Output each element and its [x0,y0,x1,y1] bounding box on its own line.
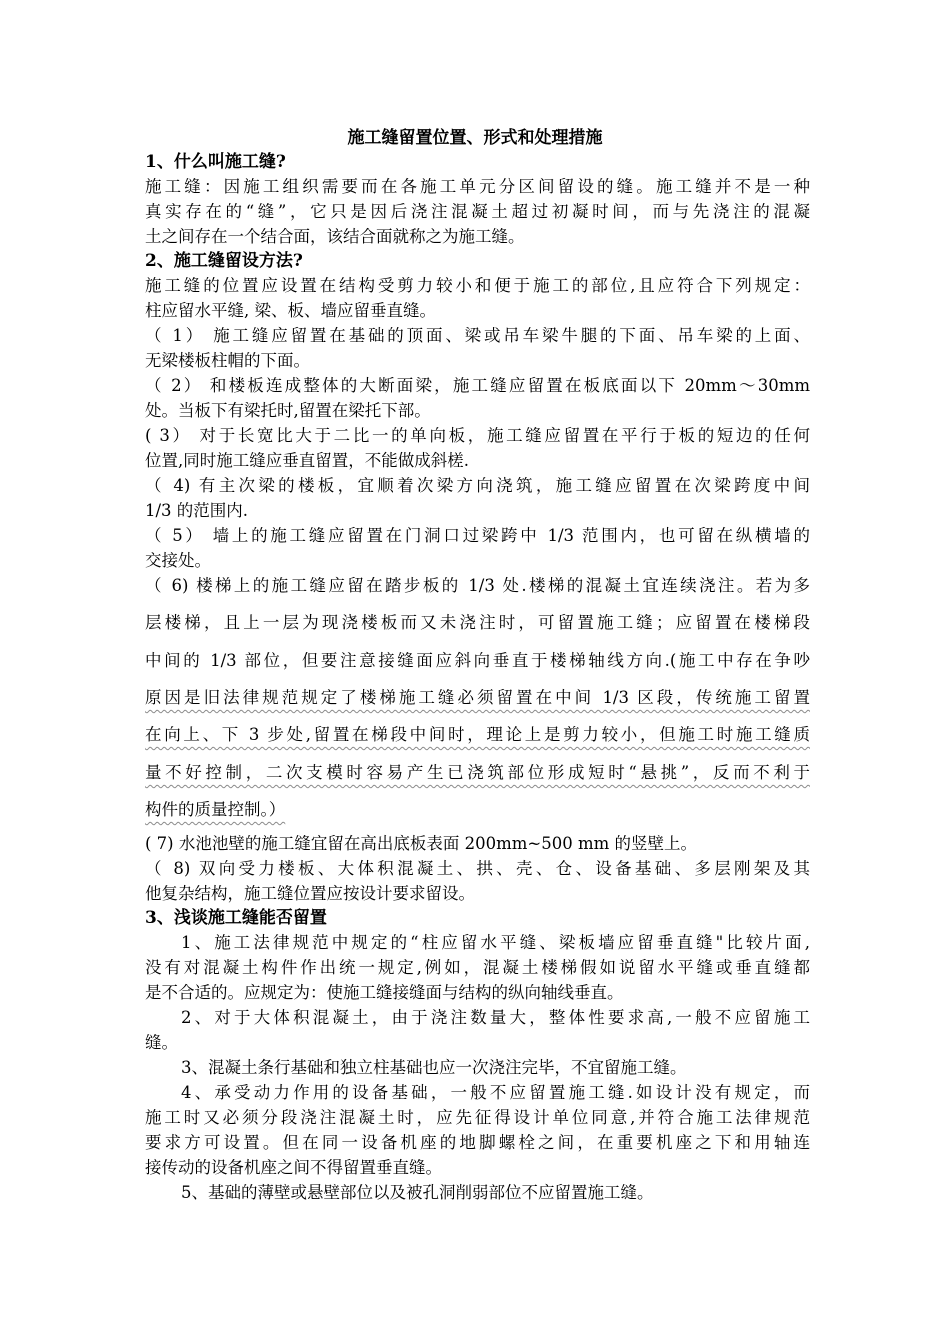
section-2-line: （ 2） 和楼板连成整体的大断面梁，施工缝应留置在板底面以下 20mm～30mm [145,376,810,395]
section-2-line: 构件的质量控制。） [145,800,286,819]
section-3-line: 4、承受动力作用的设备基础，一般不应留置施工缝.如设计没有规定，而 [181,1083,810,1102]
section-2-line: （ 5） 墙上的施工缝应留置在门洞口过梁跨中 1/3 范围内，也可留在纵横墙的 [145,526,810,545]
section-2-line: 层楼梯，且上一层为现浇楼板而又未浇注时，可留置施工缝；应留置在楼梯段 [145,613,810,632]
section-2-heading: 2、施工缝留设方法? [145,251,303,271]
section-3-heading: 3、浅谈施工缝能否留置 [145,908,327,928]
section-2-line: 施工缝的位置应设置在结构受剪力较小和便于施工的部位,且应符合下列规定： [145,276,810,295]
section-1-line: 土之间存在一个结合面，该结合面就称之为施工缝。 [145,227,525,246]
section-3-line: 1、施工法律规范中规定的“柱应留水平缝、梁板墙应留垂直缝"比较片面, [181,933,810,952]
section-3-line: 要求方可设置。但在同一设备机座的地脚螺栓之间，在重要机座之下和用轴连 [145,1133,810,1152]
section-3-line: 施工时又必须分段浇注混凝土时，应先征得设计单位同意,并符合施工法律规范 [145,1108,810,1127]
section-2-line: 中间的 1/3 部位，但要注意接缝面应斜向垂直于楼梯轴线方向.(施工中存在争吵 [145,651,810,670]
section-2-line: 在向上、下 3 步处,留置在梯段中间时，理论上是剪力较小，但施工时施工缝质 [145,725,810,744]
section-2-line: 他复杂结构，施工缝位置应按设计要求留设。 [145,884,475,903]
section-3-line: 接传动的设备机座之间不得留置垂直缝。 [145,1158,442,1177]
section-3-line: 是不合适的。应规定为：使施工缝接缝面与结构的纵向轴线垂直。 [145,983,624,1002]
section-1-heading: 1、什么叫施工缝? [145,152,286,172]
section-3-line: 2、对于大体积混凝土，由于浇注数量大，整体性要求高,一般不应留施工 [181,1008,810,1027]
section-2-line: 无梁楼板柱帽的下面。 [145,351,310,370]
section-2-line: （ 8) 双向受力楼板、大体积混凝土、拱、壳、仓、设备基础、多层刚架及其 [145,859,810,878]
section-2-line: 处。当板下有梁托时,留置在梁托下部。 [145,401,431,420]
section-2-line: （ 1） 施工缝应留置在基础的顶面、梁或吊车梁牛腿的下面、吊车梁的上面、 [145,326,810,345]
section-3-line: 3、混凝土条行基础和独立柱基础也应一次浇注完毕，不宜留施工缝。 [181,1058,687,1077]
section-2-line: （ 4) 有主次梁的楼板，宜顺着次梁方向浇筑，施工缝应留置在次梁跨度中间 [145,476,810,495]
section-2-line: 1/3 的范围内. [145,501,249,520]
section-1-line: 施工缝：因施工组织需要而在各施工单元分区间留设的缝。施工缝并不是一种 [145,177,810,196]
section-2-line: 量不好控制，二次支模时容易产生已浇筑部位形成短时“悬挑”，反而不利于 [145,763,810,782]
page-title: 施工缝留置位置、形式和处理措施 [347,128,603,148]
section-2-line: 交接处。 [145,551,211,570]
section-1-line: 真实存在的“缝”，它只是因后浇注混凝土超过初凝时间，而与先浇注的混凝 [145,202,810,221]
section-2-line: （ 6) 楼梯上的施工缝应留在踏步板的 1/3 处.楼梯的混凝土宜连续浇注。若为多 [145,576,810,595]
section-2-line: 柱应留水平缝, 梁、板、墙应留垂直缝。 [145,301,436,320]
section-3-line: 没有对混凝土构件作出统一规定,例如，混凝土楼梯假如说留水平缝或垂直缝都 [145,958,810,977]
section-2-line: 位置,同时施工缝应垂直留置，不能做成斜槎. [145,451,469,470]
section-2-line: ( 3） 对于长宽比大于二比一的单向板，施工缝应留置在平行于板的短边的任何 [145,426,810,445]
section-3-line: 5、基础的薄壁或悬壁部位以及被孔洞削弱部位不应留置施工缝。 [181,1183,654,1202]
section-3-line: 缝。 [145,1033,178,1052]
section-2-line: ( 7) 水池池壁的施工缝宜留在高出底板表面 200mm~500 mm 的竖壁上。 [145,834,697,853]
section-2-line: 原因是旧法律规范规定了楼梯施工缝必须留置在中间 1/3 区段，传统施工留置 [145,688,810,707]
